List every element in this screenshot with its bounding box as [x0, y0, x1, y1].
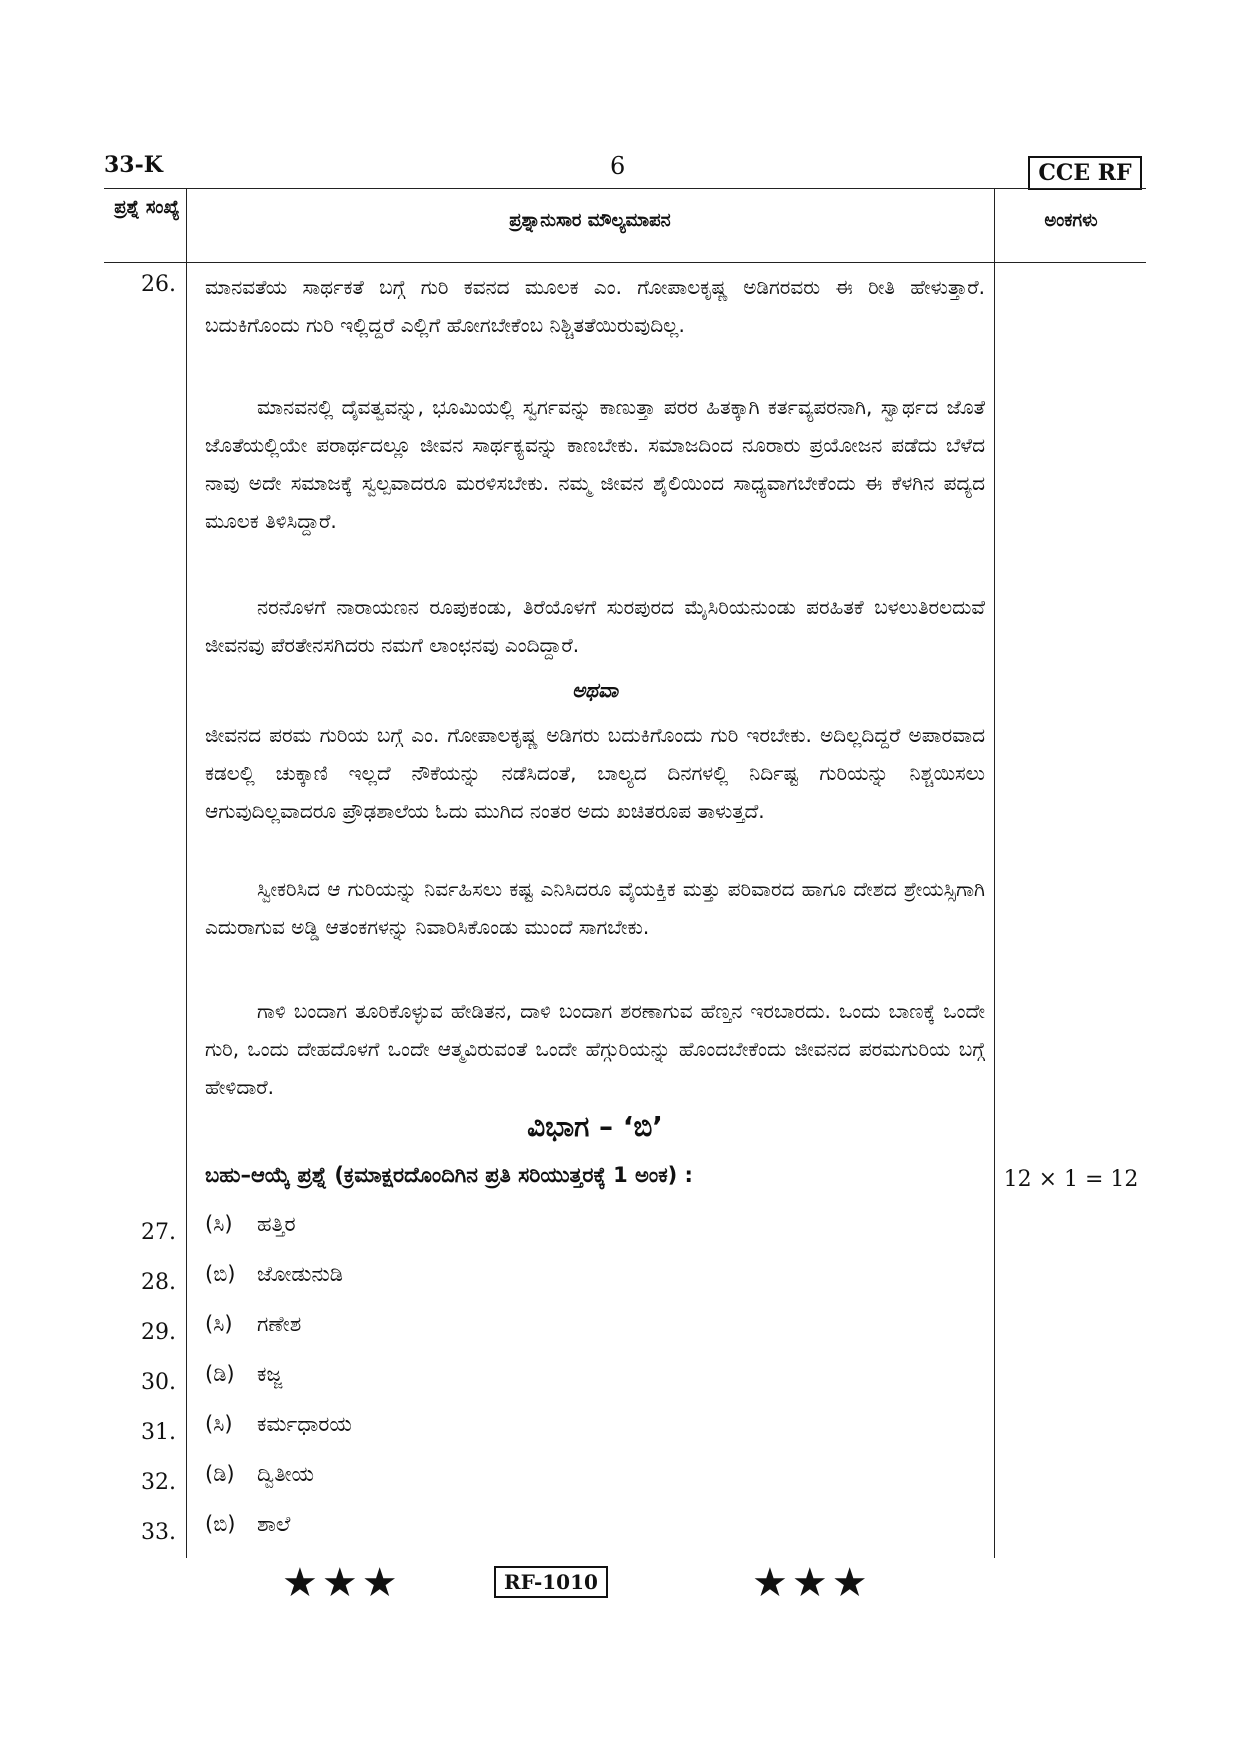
- paper-code: 33-K: [104, 152, 163, 178]
- answer-text: ಕಜ್ಜ: [257, 1362, 282, 1386]
- answer-number: 32.: [141, 1470, 176, 1495]
- column-header-question: ಪ್ರಶ್ನೆ ಸಂಖ್ಯೆ: [114, 197, 180, 218]
- stars-left: ★★★: [282, 1560, 402, 1606]
- answer-row: [205, 1362, 282, 1387]
- answer-number: 29.: [141, 1320, 176, 1345]
- q26-paragraph-6: ಗಾಳಿ ಬಂದಾಗ ತೂರಿಕೊಳ್ಳುವ ಹೇಡಿತನ, ದಾಳಿ ಬಂದಾಗ ಶರಣಾಗುವ ಹೆಣ್ತನ ಇರಬಾರದು. ಒಂದು ಬಾಣಕ್ಕೆ ಒಂದೇ ಗುರಿ, ಒಂದು ದೇಹದೊಳಗೆ ಒಂದೇ ಆತ್ಮವಿರುವಂತೆ ಒಂದೇ ಹೆಗ್ಗುರಿಯನ್ನು ಹೊಂದಬೇಕೆಂದು ಜೀವನದ ಪರಮಗುರಿಯ ಬಗ್ಗೆ ಹೇಳಿದಾರೆ.: [205, 999, 985, 1099]
- column-header-marks: ಅಂಕಗಳು: [1044, 210, 1098, 231]
- answer-text: ಗಣೇಶ: [257, 1312, 302, 1336]
- answer-option: (ಬಿ): [205, 1262, 236, 1286]
- stars-right: ★★★: [752, 1560, 872, 1606]
- q26-paragraph-2: ಮಾನವನಲ್ಲಿ ದೈವತ್ವವನ್ನು, ಭೂಮಿಯಲ್ಲಿ ಸ್ವರ್ಗವನ್ನು ಕಾಣುತ್ತಾ ಪರರ ಹಿತಕ್ಕಾಗಿ ಕರ್ತವ್ಯಪರನಾಗಿ, ಸ್ವಾರ್ಥದ ಜೊತೆ ಜೊತೆಯಲ್ಲಿಯೇ ಪರಾರ್ಥದಲ್ಲೂ ಜೀವನ ಸಾರ್ಥಕ್ಯವನ್ನು ಕಾಣಬೇಕು. ಸಮಾಜದಿಂದ ನೂರಾರು ಪ್ರಯೋಜನ ಪಡೆದು ಬೆಳೆದ ನಾವು ಅದೇ ಸಮಾಜಕ್ಕೆ ಸ್ವಲ್ಪವಾದರೂ ಮರಳಿಸಬೇಕು. ನಮ್ಮ ಜೀವನ ಶೈಲಿಯಿಂದ ಸಾಧ್ಯವಾಗಬೇಕೆಂದು ಈ ಕೆಳಗಿನ ಪದ್ಯದ ಮೂಲಕ ತಿಳಿಸಿದ್ದಾರೆ.: [205, 395, 985, 533]
- answer-number: 33.: [141, 1520, 176, 1545]
- table-top-rule: [104, 188, 1146, 189]
- answer-text: ಕರ್ಮಧಾರಯ: [257, 1412, 352, 1436]
- q26-paragraph-3: ನರನೊಳಗೆ ನಾರಾಯಣನ ರೂಪುಕಂಡು, ತಿರೆಯೊಳಗೆ ಸುರಪುರದ ಮೈಸಿರಿಯನುಂಡು ಪರಹಿತಕೆ ಬಳಲುತಿರಲದುವೆ ಜೀವನವು ಪೆರತೇನಸಗಿದರು ನಮಗೆ ಲಾಂಛನವು ಎಂದಿದ್ದಾರೆ.: [205, 595, 985, 657]
- q26-alternative-label: ಅಥವಾ: [572, 678, 618, 702]
- answer-option: (ಸಿ): [205, 1412, 233, 1436]
- table-header-rule: [104, 262, 1146, 263]
- answer-number: 27.: [141, 1220, 176, 1245]
- page-number: 6: [610, 152, 626, 180]
- answer-option: (ಡಿ): [205, 1362, 235, 1386]
- q26-paragraph-1: ಮಾನವತೆಯ ಸಾರ್ಥಕತೆ ಬಗ್ಗೆ ಗುರಿ ಕವನದ ಮೂಲಕ ಎಂ. ಗೋಪಾಲಕೃಷ್ಣ ಅಡಿಗರವರು ಈ ರೀತಿ ಹೇಳುತ್ತಾರೆ. ಬದುಕಿಗೊಂದು ಗುರಿ ಇಲ್ಲಿದ್ದರೆ ಎಲ್ಲಿಗೆ ಹೋಗಬೇಕೆಂಬ ನಿಶ್ಚಿತತೆಯಿರುವುದಿಲ್ಲ.: [205, 275, 985, 337]
- footer-code: RF-1010: [494, 1566, 608, 1598]
- answer-option: (ಡಿ): [205, 1462, 235, 1486]
- answer-row: [205, 1262, 343, 1287]
- section-b-title: ವಿಭಾಗ – ‘ಬಿ’: [527, 1110, 663, 1143]
- question-number-26: 26.: [141, 272, 176, 297]
- answer-number: 30.: [141, 1370, 176, 1395]
- answer-text: ಶಾಲೆ: [257, 1512, 291, 1536]
- section-b-instruction: ಬಹು–ಆಯ್ಕೆ ಪ್ರಶ್ನೆ (ಕ್ರಮಾಕ್ಷರದೊಂದಿಗಿನ ಪ್ರತಿ ಸರಿಯುತ್ತರಕ್ಕೆ 1 ಅಂಕ) :: [205, 1163, 693, 1187]
- answer-text: ಹತ್ತಿರ: [257, 1212, 296, 1236]
- answer-number: 28.: [141, 1270, 176, 1295]
- column-divider-left: [186, 188, 187, 1558]
- column-divider-right: [994, 188, 995, 1558]
- answer-row: [205, 1512, 290, 1537]
- scheme-badge: CCE RF: [1028, 156, 1142, 190]
- answer-number: 31.: [141, 1420, 176, 1445]
- answer-row: [205, 1212, 296, 1237]
- answer-text: ದ್ವಿತೀಯ: [257, 1462, 314, 1486]
- answer-row: [205, 1462, 314, 1487]
- q26-paragraph-4: ಜೀವನದ ಪರಮ ಗುರಿಯ ಬಗ್ಗೆ ಎಂ. ಗೋಪಾಲಕೃಷ್ಣ ಅಡಿಗರು ಬದುಕಿಗೊಂದು ಗುರಿ ಇರಬೇಕು. ಅದಿಲ್ಲದಿದ್ದರೆ ಅಪಾರವಾದ ಕಡಲಲ್ಲಿ ಚುಕ್ಕಾಣಿ ಇಲ್ಲದೆ ನೌಕೆಯನ್ನು ನಡೆಸಿದಂತೆ, ಬಾಲ್ಯದ ದಿನಗಳಲ್ಲಿ ನಿರ್ದಿಷ್ಟ ಗುರಿಯನ್ನು ನಿಶ್ಚಯಿಸಲು ಆಗುವುದಿಲ್ಲವಾದರೂ ಪ್ರೌಢಶಾಲೆಯ ಓದು ಮುಗಿದ ನಂತರ ಅದು ಖಚಿತರೂಪ ತಾಳುತ್ತದೆ.: [205, 723, 985, 823]
- answer-option: (ಬಿ): [205, 1512, 236, 1536]
- q26-paragraph-5: ಸ್ವೀಕರಿಸಿದ ಆ ಗುರಿಯನ್ನು ನಿರ್ವಹಿಸಲು ಕಷ್ಟ ಎನಿಸಿದರೂ ವೈಯಕ್ತಿಕ ಮತ್ತು ಪರಿವಾರದ ಹಾಗೂ ದೇಶದ ಶ್ರೇಯಸ್ಸಿಗಾಗಿ ಎದುರಾಗುವ ಅಡ್ಡಿ ಆತಂಕಗಳನ್ನು ನಿವಾರಿಸಿಕೊಂಡು ಮುಂದೆ ಸಾಗಬೇಕು.: [205, 877, 985, 939]
- answer-option: (ಸಿ): [205, 1312, 233, 1336]
- answer-text: ಜೋಡುನುಡಿ: [257, 1262, 344, 1286]
- column-header-answer: ಪ್ರಶ್ನಾನುಸಾರ ಮೌಲ್ಯಮಾಪನ: [509, 210, 671, 231]
- answer-row: [205, 1412, 352, 1437]
- section-b-marks: 12 × 1 = 12: [1003, 1167, 1139, 1192]
- answer-option: (ಸಿ): [205, 1212, 233, 1236]
- answer-row: [205, 1312, 301, 1337]
